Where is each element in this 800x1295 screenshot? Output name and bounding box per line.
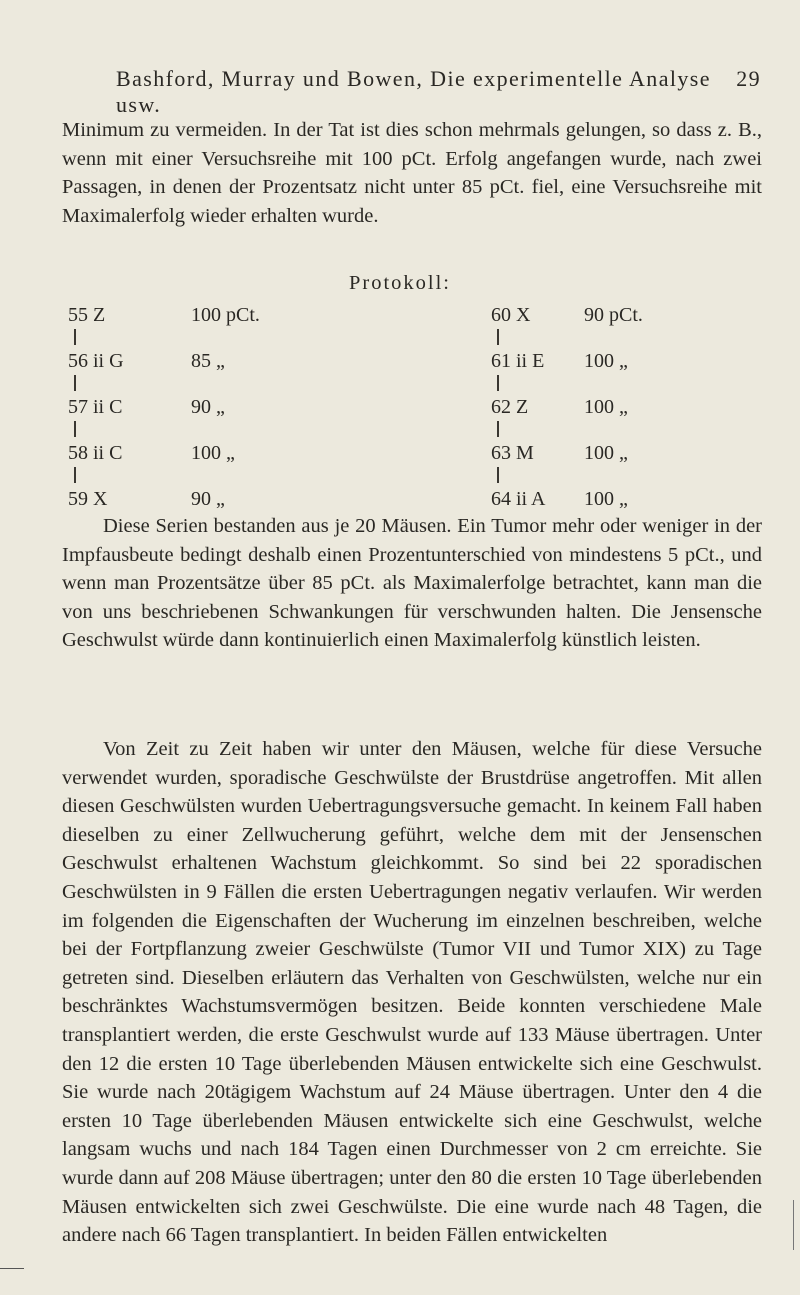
series-value: 100 pCt. xyxy=(191,304,260,326)
series-value: 90 „ xyxy=(191,396,225,418)
protocol-right-ids xyxy=(491,302,545,512)
series-id: 60 X xyxy=(491,304,531,326)
series-value: 90 „ xyxy=(191,488,225,510)
series-id: 56 ii G xyxy=(68,350,124,372)
series-connector xyxy=(68,420,124,440)
paragraph-2: Diese Serien bestanden aus je 20 Mäusen. Ein Tumor mehr oder weniger in der Impfausbeute bedingt deshalb einen Prozentunterschied von mindestens 5 pCt., und wenn man Prozentsätze über 85 pCt. als Maximalerfolge betrachtet, kann man die von uns beschriebenen Schwankungen für verschwunden halten. Die Jensensche Geschwulst würde dann kontinuierlich einen Maximalerfolg künstlich leisten. xyxy=(62,515,762,652)
series-id: 61 ii E xyxy=(491,350,545,372)
series-id: 64 ii A xyxy=(491,488,546,510)
protocol-left-values xyxy=(191,302,260,512)
series-id: 59 X xyxy=(68,488,108,510)
series-value: 100 „ xyxy=(584,442,628,464)
series-id: 55 Z xyxy=(68,304,106,326)
protocol-title: Protokoll: xyxy=(348,272,451,294)
paragraph-3: Von Zeit zu Zeit haben wir unter den Mäusen, welche für diese Versuche verwendet wurden, sporadische Geschwülste der Brustdrüse angetroffen. Mit allen diesen Geschwülsten wurden Uebertragungsversuche gemacht. In keinem Fall haben dieselben zu einer Zellwucherung geführt, welche dem mit der Jensenschen Geschwulst erhaltenen Wachstum gleichkommt. So sind bei 22 sporadischen Geschwülsten in 9 Fällen die ersten Uebertragungen negativ verlaufen. Wir werden im folgenden die Eigenschaften der Wucherung im einzelnen beschreiben, welche bei der Fortpflanzung zweier Geschwülste (Tumor VII und Tumor XIX) zu Tage getreten sind. Dieselben erläutern das Verhalten von Geschwülsten, welche nur ein beschränktes Wachstumsvermögen besitzen. Beide konnten verschiedene Male transplantiert werden, die erste Geschwulst wurde auf 133 Mäuse übertragen. Unter den 12 die ersten 10 Tage überlebenden Mäusen entwickelte sich eine Geschwulst. Sie wurde nach 20tägigem Wachstum auf 24 Mäuse übertragen. Unter den 4 die ersten 10 Tage überlebenden Mäusen entwickelte sich eine Geschwulst, welche langsam wuchs und nach 184 Tagen einen Durchmesser von 2 cm erreichte. Sie wurde dann auf 208 Mäuse übertragen; unter den 80 die ersten 10 Tage überlebenden Mäusen entwickelten sich zwei Geschwülste. Die eine wurde nach 48 Tagen, die andere nach 66 Tagen transplantiert. In beiden Fällen entwickelten xyxy=(62,738,762,1247)
series-connector xyxy=(68,374,124,394)
series-connector xyxy=(491,328,545,348)
series-value: 85 „ xyxy=(191,350,225,372)
series-id: 58 ii C xyxy=(68,442,123,464)
series-value: 100 „ xyxy=(584,488,628,510)
series-id: 57 ii C xyxy=(68,396,123,418)
series-connector xyxy=(491,420,545,440)
protocol-right-values xyxy=(584,302,643,512)
series-value: 90 pCt. xyxy=(584,304,643,326)
series-connector xyxy=(491,466,545,486)
series-id: 62 Z xyxy=(491,396,529,418)
protocol-left-ids xyxy=(68,302,124,512)
series-value: 100 „ xyxy=(584,350,628,372)
page-edge-mark xyxy=(793,1200,794,1250)
series-id: 63 M xyxy=(491,442,534,464)
page-number: 29 xyxy=(736,66,761,91)
binding-mark xyxy=(0,1268,24,1269)
running-header xyxy=(116,66,761,118)
series-value: 100 „ xyxy=(191,442,235,464)
series-connector xyxy=(491,374,545,394)
running-title: Bashford, Murray und Bowen, Die experimentelle Analyse usw. xyxy=(116,66,711,117)
series-connector xyxy=(68,328,124,348)
series-value: 100 „ xyxy=(584,396,628,418)
paragraph-1: Minimum zu vermeiden. In der Tat ist dies schon mehrmals gelungen, so dass z. B., wenn mit einer Versuchsreihe mit 100 pCt. Erfolg angefangen wurde, nach zwei Passagen, in denen der Prozentsatz nicht unter 85 pCt. fiel, eine Versuchsreihe mit Maximalerfolg wieder erhalten wurde. xyxy=(62,119,762,227)
series-connector xyxy=(68,466,124,486)
